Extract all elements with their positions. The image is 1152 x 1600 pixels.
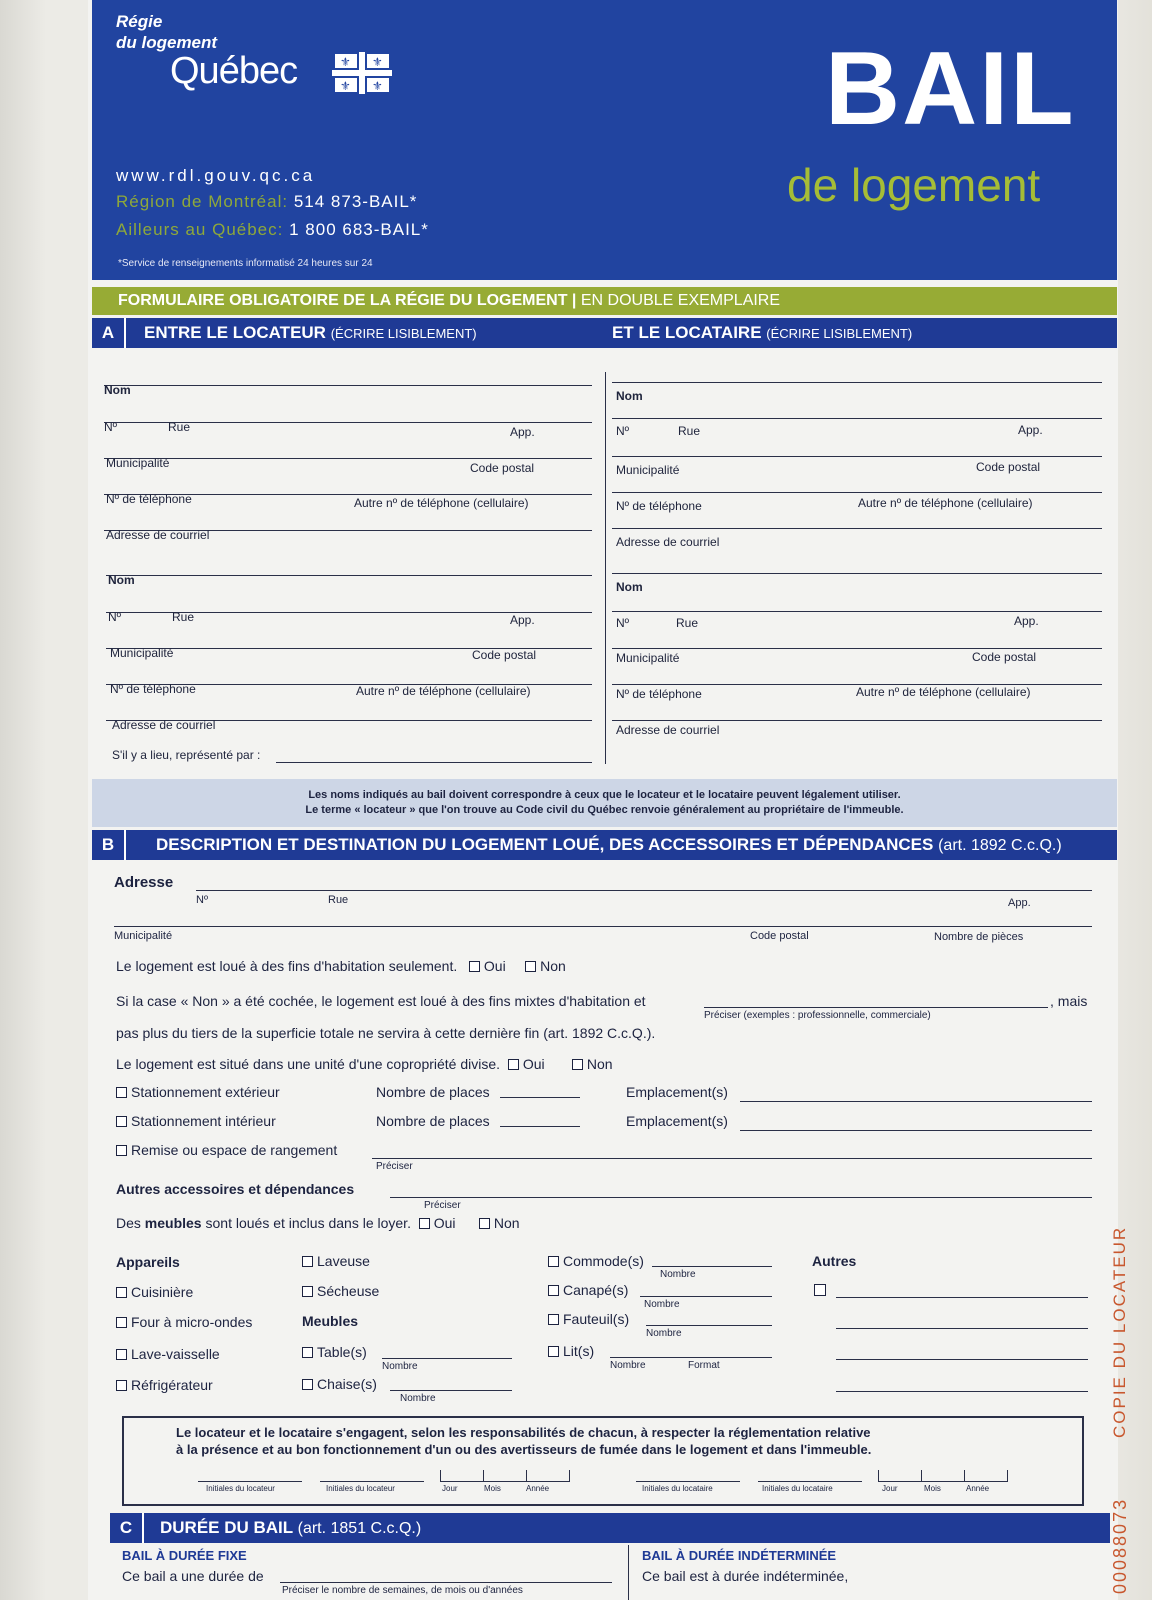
beds-count-hint: Nombre (610, 1360, 646, 1371)
indoor-parking-label: Stationnement intérieur (131, 1113, 276, 1129)
sofa-count-field[interactable] (640, 1296, 772, 1297)
fridge-checkbox[interactable] (116, 1380, 127, 1391)
dresser-row (548, 1253, 644, 1269)
tenant2-email-field[interactable] (612, 720, 1102, 721)
outdoor-parking-label: Stationnement extérieur (131, 1084, 280, 1100)
appliances-heading: Appareils (116, 1254, 180, 1270)
address-city-field[interactable] (114, 926, 1092, 927)
armchair-count-field[interactable] (646, 1325, 772, 1326)
tenant2-phone-label: Nº de téléphone (616, 687, 702, 701)
landlord1-street-label: Rue (168, 420, 191, 434)
landlord-initials-field-2[interactable] (320, 1481, 424, 1482)
armchair-checkbox[interactable] (548, 1314, 559, 1325)
serial-number: 00088073 (1110, 1497, 1130, 1594)
furniture-heading: Meubles (302, 1313, 359, 1329)
banner-secondary: EN DOUBLE EXEMPLAIRE (580, 292, 781, 309)
furniture-no-label: Non (493, 1215, 520, 1231)
storage-label: Remise ou espace de rangement (131, 1142, 338, 1158)
microwave-label: Four à micro-ondes (131, 1314, 253, 1330)
armchair-row (548, 1311, 629, 1327)
landlord1-no-label: Nº (104, 420, 118, 434)
agency-name-line2: du logement (116, 33, 218, 52)
storage-field[interactable] (372, 1158, 1092, 1159)
dishwasher-checkbox[interactable] (116, 1349, 127, 1360)
landlord-title: ENTRE LE LOCATEUR (144, 323, 326, 342)
date-tick (526, 1470, 527, 1481)
residential-yes-label: Oui (483, 958, 506, 974)
date-tick (921, 1470, 922, 1481)
section-b-bar (92, 830, 1117, 860)
represented-by-field[interactable] (276, 762, 592, 763)
fixed-term-field[interactable] (280, 1582, 612, 1583)
mandatory-banner-text (118, 292, 780, 310)
tables-checkbox[interactable] (302, 1347, 313, 1358)
chairs-label: Chaise(s) (317, 1376, 377, 1392)
landlord2-app-label: App. (510, 613, 535, 627)
tenant-initials-hint-1: Initiales du locataire (642, 1484, 713, 1493)
section-b-article: (art. 1892 C.c.Q.) (938, 837, 1062, 854)
date-tick (878, 1470, 879, 1481)
section-a-left-title (144, 323, 477, 343)
svg-text:⚜: ⚜ (340, 79, 351, 93)
outdoor-places-label: Nombre de places (376, 1084, 490, 1100)
quebec-flag-icon (332, 52, 392, 94)
other-item-field-2[interactable] (836, 1328, 1088, 1329)
tables-count-field[interactable] (382, 1358, 512, 1359)
beds-row (548, 1343, 594, 1359)
tenant1-name-field[interactable] (612, 382, 1102, 383)
other-accessories-hint: Préciser (424, 1200, 461, 1211)
other-item-field-4[interactable] (836, 1391, 1088, 1392)
microwave-row (116, 1314, 252, 1330)
residential-no-checkbox[interactable] (525, 961, 536, 972)
tables-count-hint: Nombre (382, 1361, 418, 1372)
other-item-field-3[interactable] (836, 1359, 1088, 1360)
dryer-label: Sécheuse (317, 1283, 380, 1299)
tenant-year-hint: Année (966, 1484, 990, 1493)
tenant2-city-field[interactable] (612, 648, 1102, 649)
mixed-use-field[interactable] (704, 1007, 1048, 1008)
tenant-initials-field-2[interactable] (758, 1481, 862, 1482)
date-tick (964, 1470, 965, 1481)
beds-label: Lit(s) (563, 1343, 595, 1359)
residential-question-text: Le logement est loué à des fins d'habitation seulement. (116, 958, 458, 974)
tables-row (302, 1344, 367, 1360)
outdoor-parking-row (116, 1084, 280, 1100)
tenant1-phone-label: Nº de téléphone (616, 499, 702, 513)
names-notice-line2: Le terme « locateur » que l'on trouve au Code civil du Québec renvoie généralement au propriétaire de l'immeuble. (305, 804, 904, 816)
address-no-label: Nº (196, 894, 208, 906)
montreal-phone-line (116, 192, 417, 212)
dresser-count-field[interactable] (652, 1266, 772, 1267)
landlord-date-field[interactable] (440, 1481, 570, 1482)
dresser-label: Commode(s) (563, 1253, 644, 1269)
montreal-phone: 514 873-BAIL* (293, 192, 418, 211)
tenant2-street-label: Rue (676, 616, 699, 630)
indoor-parking-checkbox[interactable] (116, 1116, 127, 1127)
storage-checkbox[interactable] (116, 1145, 127, 1156)
other-accessories-field[interactable] (390, 1197, 1092, 1198)
condo-question-text: Le logement est situé dans une unité d'une copropriété divise. (116, 1056, 501, 1072)
washer-row (302, 1253, 370, 1269)
landlord2-name-label: Nom (108, 573, 135, 587)
furniture-yes-label: Oui (433, 1215, 456, 1231)
tenant1-street-field[interactable] (612, 418, 1102, 419)
address-city-label: Municipalité (114, 930, 173, 942)
dryer-checkbox[interactable] (302, 1286, 313, 1297)
furniture-yes-checkbox[interactable] (419, 1218, 430, 1229)
tenant1-postal-label: Code postal (976, 460, 1041, 474)
indefinite-term-title: BAIL À DURÉE INDÉTERMINÉE (642, 1548, 837, 1563)
agency-name-line1: Régie (116, 12, 163, 31)
tenant1-no-label: Nº (616, 424, 630, 438)
stove-row (116, 1284, 193, 1300)
website: www.rdl.gouv.qc.ca (116, 166, 316, 185)
tenant2-city-label: Municipalité (616, 651, 680, 665)
tenant2-no-label: Nº (616, 616, 630, 630)
tenant-initials-field-1[interactable] (636, 1481, 740, 1482)
chairs-checkbox[interactable] (302, 1379, 313, 1390)
landlord2-email-label: Adresse de courriel (112, 718, 216, 732)
section-a-bar (92, 318, 1117, 348)
furniture-question (116, 1215, 520, 1231)
elsewhere-phone-line (116, 220, 429, 240)
tenant2-name-field[interactable] (612, 573, 1102, 574)
tenant1-email-field[interactable] (612, 528, 1102, 529)
section-c-title: DURÉE DU BAIL (160, 1518, 293, 1537)
landlord1-cell-label: Autre nº de téléphone (cellulaire) (354, 496, 529, 510)
condo-yes-checkbox[interactable] (508, 1059, 519, 1070)
tenant2-app-label: App. (1014, 614, 1039, 628)
landlord2-postal-label: Code postal (472, 648, 537, 662)
outdoor-spots-label: Emplacement(s) (626, 1084, 728, 1100)
date-tick (1007, 1470, 1008, 1481)
tenant1-city-field[interactable] (612, 456, 1102, 457)
landlord1-city-field[interactable] (104, 458, 592, 459)
smoke-line2: à la présence et au bon fonctionnement d'un ou des avertisseurs de fumée dans le logement et dans l'immeuble. (176, 1442, 872, 1457)
landlord1-city-label: Municipalité (106, 456, 170, 470)
svg-text:⚜: ⚜ (372, 79, 383, 93)
tenant1-city-label: Municipalité (616, 463, 680, 477)
side-copy-label (1108, 1210, 1138, 1600)
fixed-term-hint: Préciser le nombre de semaines, de mois ou d'années (282, 1585, 523, 1596)
chairs-count-hint: Nombre (400, 1393, 436, 1404)
condo-no-checkbox[interactable] (572, 1059, 583, 1070)
section-b-title-wrap (156, 835, 1062, 855)
microwave-checkbox[interactable] (116, 1317, 127, 1328)
write-clearly-left: (ÉCRIRE LISIBLEMENT) (330, 326, 477, 341)
stove-label: Cuisinière (131, 1284, 194, 1300)
sofa-label: Canapé(s) (563, 1282, 629, 1298)
fixed-term-title: BAIL À DURÉE FIXE (122, 1548, 247, 1563)
sofa-count-hint: Nombre (644, 1299, 680, 1310)
furniture-q-pre: Des (116, 1215, 141, 1231)
tenant-title: ET LE LOCATAIRE (612, 323, 762, 342)
chairs-row (302, 1376, 377, 1392)
landlord2-name-field[interactable] (106, 575, 592, 576)
chairs-count-field[interactable] (390, 1390, 512, 1391)
other-item-checkbox[interactable] (814, 1284, 826, 1296)
elsewhere-label: Ailleurs au Québec: (116, 220, 284, 239)
landlord2-cell-label: Autre nº de téléphone (cellulaire) (356, 684, 531, 698)
storage-row (116, 1142, 337, 1158)
tenant-month-hint: Mois (924, 1484, 941, 1493)
svg-text:⚜: ⚜ (340, 55, 351, 69)
address-street-label: Rue (328, 894, 349, 906)
date-tick (569, 1470, 570, 1481)
beds-count-field[interactable] (610, 1357, 772, 1358)
mixed-use-mais: , mais (1050, 993, 1088, 1009)
fridge-row (116, 1377, 213, 1393)
landlord-initials-hint-1: Initiales du locateur (206, 1484, 275, 1493)
represented-by-label: S'il y a lieu, représenté par : (112, 748, 261, 762)
dryer-row (302, 1283, 379, 1299)
date-tick (483, 1470, 484, 1481)
landlord-day-hint: Jour (442, 1484, 458, 1493)
service-note: *Service de renseignements informatisé 24 heures sur 24 (118, 258, 373, 269)
svg-text:⚜: ⚜ (372, 55, 383, 69)
tenant2-name-label: Nom (616, 580, 643, 594)
armchair-label: Fauteuil(s) (563, 1311, 630, 1327)
section-a-right-title (612, 323, 912, 343)
dresser-checkbox[interactable] (548, 1256, 559, 1267)
condo-yes-label: Oui (522, 1056, 545, 1072)
dishwasher-row (116, 1346, 220, 1362)
tenant2-postal-label: Code postal (972, 650, 1037, 664)
tenant2-street-field[interactable] (612, 611, 1102, 612)
furniture-q-bold: meubles (144, 1215, 202, 1231)
form-title: BAIL (825, 31, 1076, 147)
form-subtitle: de logement (787, 159, 1041, 211)
names-notice (92, 779, 1117, 827)
washer-checkbox[interactable] (302, 1256, 313, 1267)
section-c-letter: C (110, 1513, 144, 1543)
furniture-q-post: sont loués et inclus dans le loyer. (205, 1215, 411, 1231)
sofa-checkbox[interactable] (548, 1285, 559, 1296)
section-a-letter: A (92, 318, 126, 348)
quebec-wordmark: Québec (170, 50, 298, 92)
dresser-count-hint: Nombre (660, 1269, 696, 1280)
beds-format-hint: Format (688, 1360, 720, 1371)
dishwasher-label: Lave-vaisselle (131, 1346, 220, 1362)
condo-no-label: Non (586, 1056, 613, 1072)
landlord1-app-label: App. (510, 425, 535, 439)
other-items-heading: Autres (812, 1253, 857, 1269)
section-a-divider (605, 372, 606, 764)
address-label: Adresse (114, 874, 174, 891)
tenant2-email-label: Adresse de courriel (616, 723, 720, 737)
washer-label: Laveuse (317, 1253, 370, 1269)
landlord-initials-hint-2: Initiales du locateur (326, 1484, 395, 1493)
elsewhere-phone: 1 800 683-BAIL* (289, 220, 429, 239)
indoor-places-field[interactable] (500, 1126, 580, 1127)
outdoor-parking-checkbox[interactable] (116, 1087, 127, 1098)
landlord2-street-label: Rue (172, 610, 195, 624)
mixed-use-hint: Préciser (exemples : professionnelle, commerciale) (704, 1010, 931, 1021)
landlord-month-hint: Mois (484, 1484, 501, 1493)
landlord1-phone-label: Nº de téléphone (106, 492, 192, 506)
residential-yes-checkbox[interactable] (469, 961, 480, 972)
fixed-term-text: Ce bail a une durée de (122, 1568, 264, 1584)
other-accessories-label: Autres accessoires et dépendances (116, 1181, 355, 1197)
montreal-label: Région de Montréal: (116, 192, 289, 211)
landlord1-email-label: Adresse de courriel (106, 528, 210, 542)
other-item-field-1[interactable] (836, 1297, 1088, 1298)
copy-label: COPIE DU LOCATEUR (1110, 1225, 1129, 1438)
tenant1-name-label: Nom (616, 389, 643, 403)
address-app-label: App. (1008, 897, 1031, 909)
tenant1-app-label: App. (1018, 423, 1043, 437)
tenant-initials-hint-2: Initiales du locataire (762, 1484, 833, 1493)
landlord1-postal-label: Code postal (470, 461, 535, 475)
section-c-article: (art. 1851 C.c.Q.) (297, 1520, 422, 1537)
names-notice-line1: Les noms indiqués au bail doivent correspondre à ceux que le locateur et le locataire peuvent légalement utiliser. (308, 789, 901, 801)
residential-question (116, 958, 566, 974)
armchair-count-hint: Nombre (646, 1328, 682, 1339)
indoor-parking-row (116, 1113, 276, 1129)
rooms-label: Nombre de pièces (934, 931, 1024, 943)
landlord2-city-label: Municipalité (110, 646, 174, 660)
tenant1-cell-label: Autre nº de téléphone (cellulaire) (858, 496, 1033, 510)
mixed-use-text2: pas plus du tiers de la superficie totale ne servira à cette dernière fin (art. 1892 C.c.Q.). (116, 1025, 656, 1041)
landlord-initials-field-1[interactable] (198, 1481, 302, 1482)
landlord1-name-label: Nom (104, 383, 131, 397)
indoor-spots-label: Emplacement(s) (626, 1113, 728, 1129)
section-b-letter: B (92, 830, 126, 860)
tenant-day-hint: Jour (882, 1484, 898, 1493)
residential-no-label: Non (540, 958, 566, 974)
smoke-line1: Le locateur et le locataire s'engagent, selon les responsabilités de chacun, à respecter la réglementation relative (176, 1425, 871, 1440)
indefinite-term-text: Ce bail est à durée indéterminée, (642, 1568, 849, 1584)
write-clearly-right: (ÉCRIRE LISIBLEMENT) (766, 326, 913, 341)
tenant2-cell-label: Autre nº de téléphone (cellulaire) (856, 685, 1031, 699)
tables-label: Table(s) (317, 1344, 367, 1360)
tenant1-phone-field[interactable] (612, 492, 1102, 493)
condo-question (116, 1056, 613, 1072)
stove-checkbox[interactable] (116, 1287, 127, 1298)
landlord2-no-label: Nº (108, 610, 122, 624)
beds-checkbox[interactable] (548, 1346, 559, 1357)
landlord1-name-field[interactable] (104, 385, 592, 386)
address-postal-label: Code postal (750, 930, 809, 942)
tenant1-email-label: Adresse de courriel (616, 535, 720, 549)
section-c-bar (110, 1513, 1110, 1543)
section-c-divider (628, 1545, 629, 1600)
section-c-title-wrap (160, 1518, 421, 1538)
mixed-use-text: Si la case « Non » a été cochée, le logement est loué à des fins mixtes d'habitation et (116, 993, 646, 1009)
address-street-field[interactable] (196, 890, 1092, 891)
storage-hint: Préciser (376, 1161, 413, 1172)
section-b-title: DESCRIPTION ET DESTINATION DU LOGEMENT LOUÉ, DES ACCESSOIRES ET DÉPENDANCES (156, 835, 934, 854)
outdoor-places-field[interactable] (500, 1097, 580, 1098)
indoor-places-label: Nombre de places (376, 1113, 490, 1129)
landlord2-phone-label: Nº de téléphone (110, 682, 196, 696)
landlord-year-hint: Année (526, 1484, 550, 1493)
sofa-row (548, 1282, 628, 1298)
furniture-no-checkbox[interactable] (479, 1218, 490, 1229)
banner-main: FORMULAIRE OBLIGATOIRE DE LA RÉGIE DU LOGEMENT | (118, 292, 577, 309)
tenant-date-field[interactable] (878, 1481, 1008, 1482)
date-tick (440, 1470, 441, 1481)
tenant1-street-label: Rue (678, 424, 701, 438)
outdoor-spots-field[interactable] (740, 1101, 1092, 1102)
indoor-spots-field[interactable] (740, 1130, 1092, 1131)
fridge-label: Réfrigérateur (131, 1377, 213, 1393)
